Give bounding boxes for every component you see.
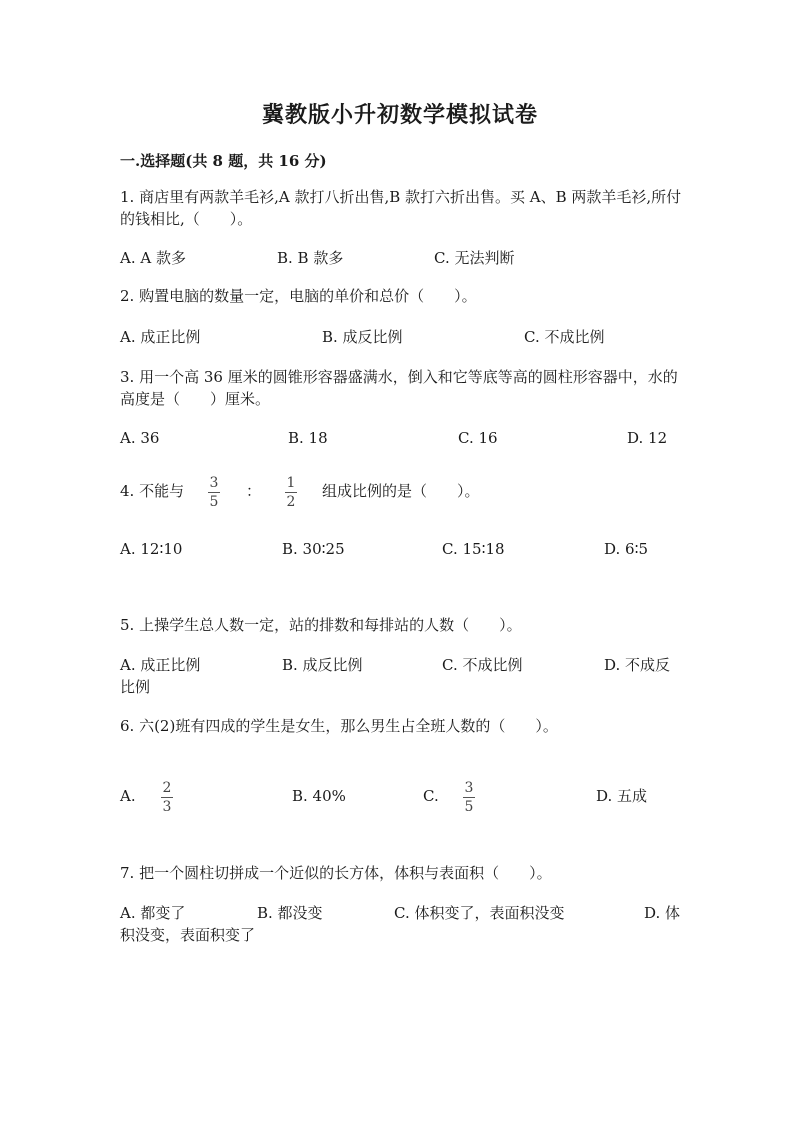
q3-option-c[interactable]: C. 16: [458, 429, 498, 447]
q6-option-a-fraction[interactable]: [161, 780, 173, 815]
question-2-options: [120, 326, 680, 348]
q4-fraction-1: [208, 475, 220, 510]
q4-fraction-1-numerator: 3: [209, 475, 219, 491]
q1-option-c[interactable]: C. 无法判断: [434, 249, 515, 267]
q4-fraction-2-denominator: 2: [286, 494, 296, 510]
question-1-options: [120, 247, 680, 269]
question-1-stem: 1. 商店里有两款羊毛衫,A 款打八折出售,B 款打六折出售。买 A、B 两款羊毛衫,所付的钱相比,（ ）。: [120, 188, 682, 228]
q3-option-d[interactable]: D. 12: [627, 429, 668, 447]
page-title: 冀教版小升初数学模拟试卷: [261, 102, 538, 128]
q4-option-a[interactable]: A. 12∶10: [120, 540, 183, 558]
q2-option-c[interactable]: C. 不成比例: [524, 328, 605, 346]
question-4-options: [120, 538, 680, 560]
q4-option-b[interactable]: B. 30∶25: [282, 540, 345, 558]
q4-option-c[interactable]: C. 15∶18: [442, 540, 505, 558]
q5-option-c[interactable]: C. 不成比例: [442, 656, 523, 674]
q6-fraction-c-denominator: 5: [464, 799, 474, 815]
question-2-stem: 2. 购置电脑的数量一定，电脑的单价和总价（ ）。: [120, 287, 477, 305]
q6-fraction-a-denominator: 3: [162, 799, 172, 815]
q5-option-d-wrap: 比例: [120, 678, 151, 696]
q6-option-a-label[interactable]: A.: [120, 787, 136, 805]
q2-option-a[interactable]: A. 成正比例: [120, 328, 201, 346]
fraction-bar: [161, 797, 173, 798]
q4-fraction-1-denominator: 5: [209, 494, 219, 510]
question-4-prefix: 4. 不能与: [120, 482, 185, 500]
q3-option-b[interactable]: B. 18: [288, 429, 328, 447]
q6-option-d[interactable]: D. 五成: [596, 787, 648, 805]
q7-option-c[interactable]: C. 体积变了，表面积没变: [394, 904, 565, 922]
q4-option-d[interactable]: D. 6∶5: [604, 540, 649, 558]
fraction-bar: [208, 492, 220, 493]
q1-option-b[interactable]: B. B 款多: [277, 249, 344, 267]
q7-option-b[interactable]: B. 都没变: [257, 904, 323, 922]
q7-option-d-wrap: 积没变，表面积变了: [120, 926, 256, 944]
section-heading: 一.选择题(共 8 题，共 16 分): [120, 152, 327, 170]
q3-option-a[interactable]: A. 36: [120, 429, 160, 447]
q7-option-d[interactable]: D. 体: [644, 904, 681, 922]
question-7-stem: 7. 把一个圆柱切拼成一个近似的长方体，体积与表面积（ ）。: [120, 864, 552, 882]
q6-fraction-a-numerator: 2: [162, 780, 172, 796]
question-3-stem: 3. 用一个高 36 厘米的圆锥形容器盛满水，倒入和它等底等高的圆柱形容器中，水的高度是（ ）厘米。: [120, 368, 678, 408]
q1-option-a[interactable]: A. A 款多: [120, 249, 186, 267]
fraction-bar: [463, 797, 475, 798]
q5-option-d[interactable]: D. 不成反: [604, 656, 671, 674]
q4-fraction-2-numerator: 1: [286, 475, 296, 491]
q2-option-b[interactable]: B. 成反比例: [322, 328, 403, 346]
q6-option-c-label[interactable]: C.: [423, 787, 439, 805]
q7-option-a[interactable]: A. 都变了: [120, 904, 186, 922]
question-5-options: [120, 654, 680, 698]
q5-option-b[interactable]: B. 成反比例: [282, 656, 363, 674]
question-3-options: [120, 427, 680, 449]
q4-colon: ：: [246, 482, 262, 500]
q6-fraction-c-numerator: 3: [464, 780, 474, 796]
q4-fraction-2: [285, 475, 297, 510]
q6-option-c-fraction[interactable]: [463, 780, 475, 815]
question-6-stem: 6. 六(2)班有四成的学生是女生，那么男生占全班人数的（ ）。: [120, 717, 558, 735]
q5-option-a[interactable]: A. 成正比例: [120, 656, 201, 674]
fraction-bar: [285, 492, 297, 493]
question-5-stem: 5. 上操学生总人数一定，站的排数和每排站的人数（ ）。: [120, 616, 522, 634]
q6-option-b[interactable]: B. 40%: [292, 787, 346, 805]
question-4-suffix: 组成比例的是（ ）。: [322, 482, 480, 500]
